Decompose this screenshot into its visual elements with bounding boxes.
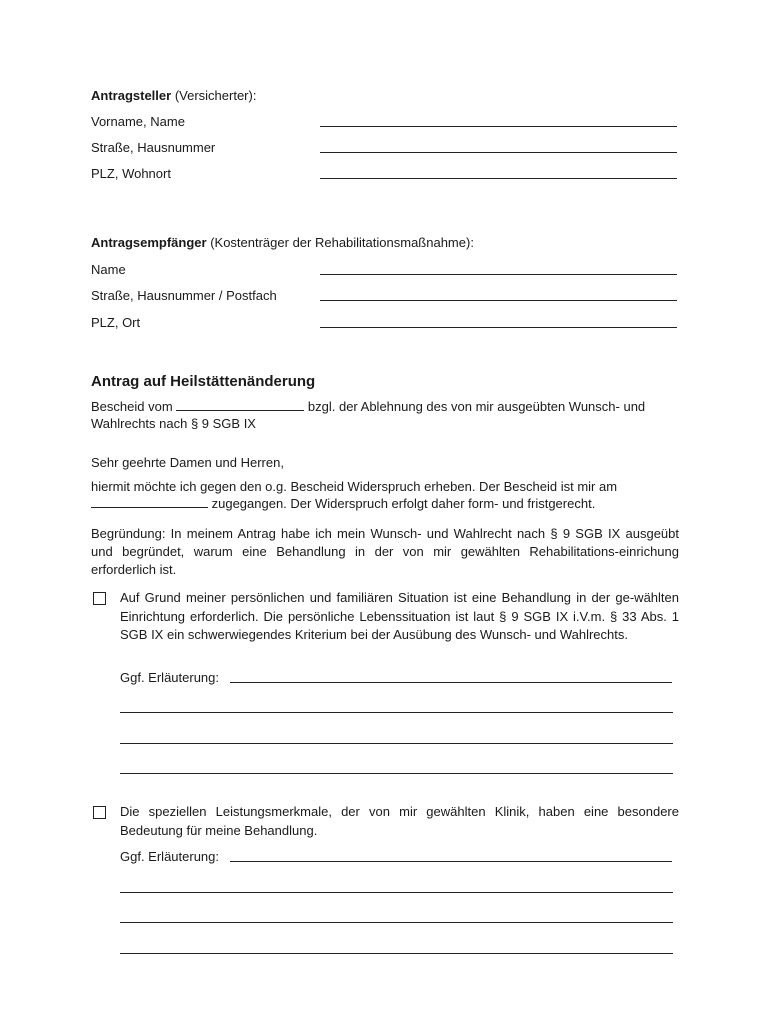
- notice-line-1: [91, 398, 645, 415]
- recipient-street-field[interactable]: [320, 300, 677, 301]
- recipient-name-label: Name: [91, 262, 126, 277]
- notice-line-2: Wahlrechts nach § 9 SGB IX: [91, 416, 256, 431]
- option-1-explain-field[interactable]: [230, 682, 672, 683]
- body-line-1: hiermit möchte ich gegen den o.g. Bescheid Widerspruch erheben. Der Bescheid ist mir am: [91, 479, 618, 494]
- option-1-text: Auf Grund meiner persönlichen und familiären Situation ist eine Behandlung in der ge-wählten Einrichtung erforderlich. Die persönliche Lebenssituation ist laut § 9 SGB IX i.V.m. § 33 Abs. 1 SGB IX ein schwerwiegendes Kriterium bei der Ausübung des Wunsch- und Wahlrechts.: [120, 590, 679, 642]
- option-2-checkbox[interactable]: [93, 806, 106, 819]
- option-1-explain-line[interactable]: [120, 773, 673, 774]
- applicant-firstname-field[interactable]: [320, 126, 677, 127]
- option-1-explain-label: Ggf. Erläuterung:: [120, 670, 219, 685]
- applicant-heading-suffix: (Versicherter):: [171, 88, 257, 103]
- applicant-heading: [91, 87, 256, 104]
- option-2-explain-line[interactable]: [120, 892, 673, 893]
- applicant-firstname-label: Vorname, Name: [91, 114, 185, 129]
- received-date-field[interactable]: [91, 496, 208, 508]
- option-2-explain-line[interactable]: [120, 922, 673, 923]
- applicant-street-label: Straße, Hausnummer: [91, 140, 216, 155]
- recipient-city-field[interactable]: [320, 327, 677, 328]
- body-line-2-text: zugegangen. Der Widerspruch erfolgt daher form- und fristgerecht.: [208, 496, 596, 511]
- applicant-city-label: PLZ, Wohnort: [91, 166, 171, 181]
- recipient-heading-bold: Antragsempfänger: [91, 235, 207, 250]
- recipient-heading: [91, 234, 474, 251]
- option-1-explain-line[interactable]: [120, 712, 673, 713]
- salutation: Sehr geehrte Damen und Herren,: [91, 455, 284, 470]
- request-title: Antrag auf Heilstättenänderung: [91, 373, 316, 390]
- applicant-street-field[interactable]: [320, 152, 677, 153]
- applicant-city-field[interactable]: [320, 178, 677, 179]
- reason-paragraph: Begründung: In meinem Antrag habe ich mein Wunsch- und Wahlrecht nach § 9 SGB IX ausgeübt und begründet, warum eine Behandlung in der von mir gewählten Rehabilitations-einrichung erforderlich ist.: [91, 526, 679, 577]
- notice-date-field[interactable]: [176, 399, 304, 411]
- option-1-explain-line[interactable]: [120, 743, 673, 744]
- recipient-heading-suffix: (Kostenträger der Rehabilitationsmaßnahme):: [206, 235, 474, 250]
- body-line-2: [91, 495, 595, 512]
- notice-prefix: Bescheid vom: [91, 399, 173, 414]
- option-2-text: Die speziellen Leistungsmerkmale, der von mir gewählten Klinik, haben eine besondere Bedeutung für meine Behandlung.: [120, 804, 679, 838]
- option-2-explain-field[interactable]: [230, 861, 672, 862]
- notice-suffix: bzgl. der Ablehnung des von mir ausgeübten Wunsch- und: [304, 399, 646, 414]
- applicant-heading-bold: Antragsteller: [91, 88, 172, 103]
- recipient-street-label: Straße, Hausnummer / Postfach: [91, 288, 277, 303]
- option-1-checkbox[interactable]: [93, 592, 106, 605]
- recipient-name-field[interactable]: [320, 274, 677, 275]
- recipient-city-label: PLZ, Ort: [91, 315, 141, 330]
- option-2-explain-label: Ggf. Erläuterung:: [120, 849, 219, 864]
- option-2-explain-line[interactable]: [120, 953, 673, 954]
